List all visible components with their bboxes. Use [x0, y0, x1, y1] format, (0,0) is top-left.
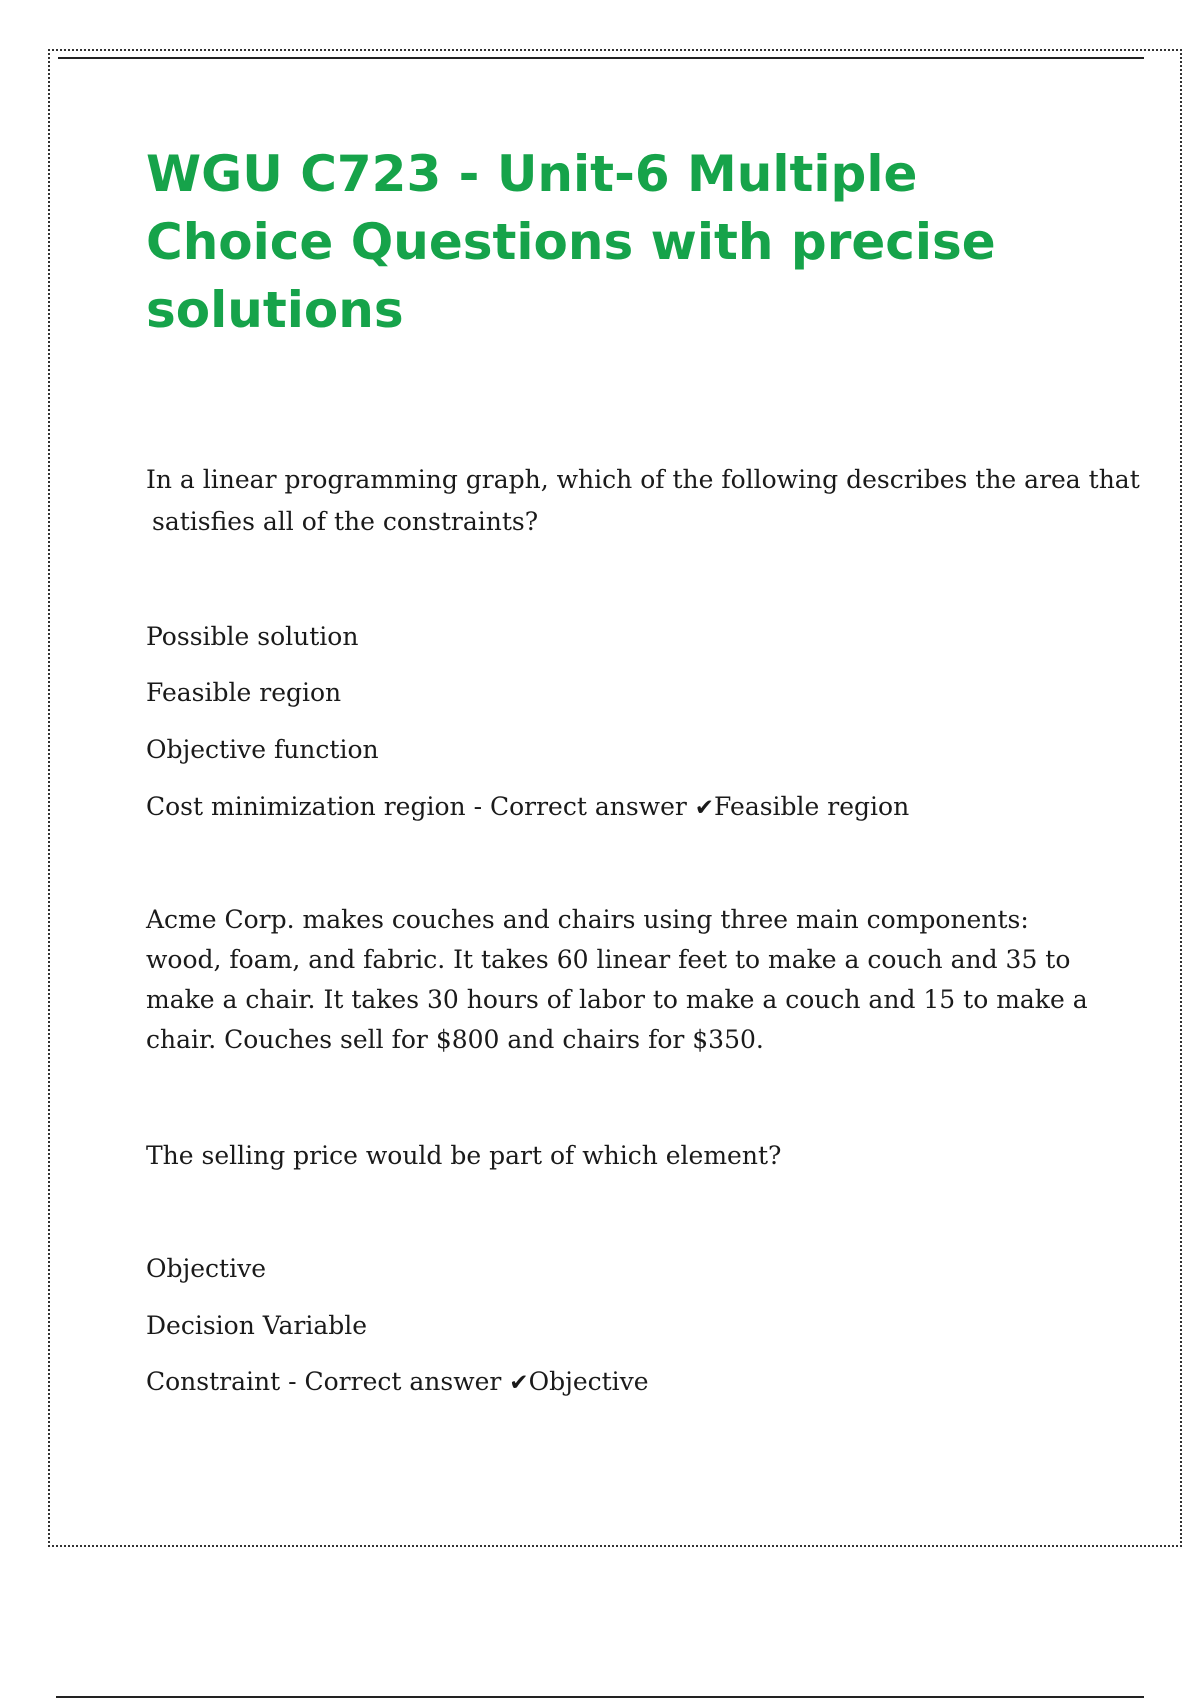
option-text: Constraint	[146, 1367, 281, 1396]
question-2-prompt: The selling price would be part of which element?	[146, 1141, 782, 1170]
check-icon: ✔	[694, 795, 715, 821]
header-rule	[58, 57, 1144, 59]
answer-prefix: - Correct answer	[280, 1367, 510, 1396]
question-1-prompt-line-1: In a linear programming graph, which of the following describes the area that	[146, 465, 1140, 494]
question-2-option-2: Decision Variable	[146, 1311, 368, 1340]
question-2-option-3-with-answer	[146, 1365, 649, 1400]
correct-answer: Feasible region	[714, 792, 910, 821]
answer-prefix: - Correct answer	[465, 792, 695, 821]
correct-answer: Objective	[528, 1367, 649, 1396]
question-2-context: Acme Corp. makes couches and chairs using three main components: wood, foam, and fabric. It takes 60 linear feet to make a couch and 35 to make a chair. It takes 30 hours of labor to make a couch and 15 to make a chair. Couches sell for $800 and chairs for $350.	[146, 905, 1088, 1054]
question-1-option-2: Feasible region	[146, 678, 342, 707]
footer-rule	[56, 1696, 1144, 1698]
question-2-option-1: Objective	[146, 1254, 267, 1283]
check-icon: ✔	[509, 1370, 529, 1396]
option-text: Cost minimization region	[146, 792, 466, 821]
question-1-option-4-with-answer	[146, 790, 909, 825]
question-1-option-1: Possible solution	[146, 622, 359, 651]
question-1-option-3: Objective function	[146, 735, 379, 764]
page-title: WGU C723 - Unit-6 Multiple Choice Questions with precise solutions	[146, 145, 996, 339]
question-1-prompt-line-2: satisfies all of the constraints?	[152, 507, 539, 536]
